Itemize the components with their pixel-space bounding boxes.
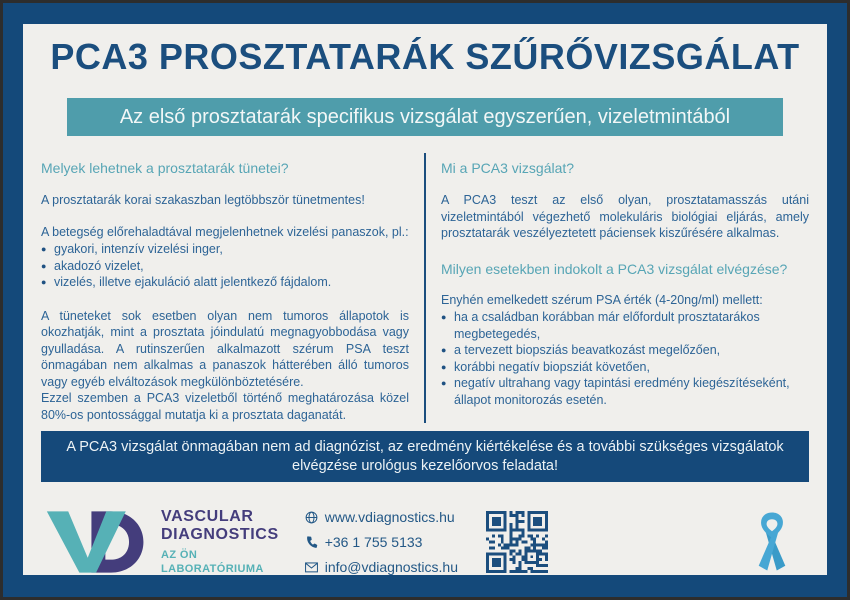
two-column-body: [41, 153, 809, 423]
bullet-icon: ●: [441, 345, 447, 355]
email-text: info@vdiagnostics.hu: [324, 558, 459, 575]
email-row: [305, 560, 458, 575]
left-paragraph-1: A prosztatarák korai szakaszban legtöbbször tünetmentes!: [41, 193, 365, 207]
website-row: [305, 510, 458, 525]
list-item: ● gyakori, intenzív vizelési inger,: [41, 242, 223, 256]
list-item: ● negatív ultrahang vagy tapintási eredmény kiegészítéseként, állapot monitorozás esetén.: [441, 376, 790, 407]
list-item: ● akadozó vizelet,: [41, 258, 144, 273]
right-column-heading-1: Mi a PCA3 vizsgálat?: [441, 160, 575, 176]
phone-row: [305, 535, 458, 550]
list-item: ● vizelés, illetve ejakuláció alatt jelentkező fájdalom.: [41, 275, 332, 289]
right-paragraph-1: A PCA3 teszt az első olyan, prosztatamasszás utáni vizeletmintából végezhető molekuláris biológiai eljárás, amely prosztatarák veszélyeztetett páciensek kiszűrésére alkalmas.: [441, 193, 809, 240]
right-bullet-list: [441, 309, 809, 408]
list-item: ● a tervezett biopsziás beavatkozást megelőzően,: [441, 343, 721, 357]
brand-line-1: VASCULAR: [161, 508, 254, 525]
right-paragraph-2: Enyhén emelkedett szérum PSA érték (4-20ng/ml) mellett:: [441, 292, 763, 307]
subtitle-banner: [67, 98, 783, 136]
left-column: [41, 153, 424, 423]
poster-content: [23, 24, 827, 575]
brand-line-3: AZ ÖN: [161, 549, 198, 561]
left-column-heading: Melyek lehetnek a prosztatarák tünetei?: [41, 160, 289, 176]
list-item: ● ha a családban korábban már előfordult prosztatarákos megbetegedés,: [441, 310, 760, 341]
left-paragraph-4: Ezzel szemben a PCA3 vizeletből történő meghatározása közel 80%-os pontossággal mutatja ki a prosztata daganatát.: [41, 391, 409, 422]
disclaimer-text: A PCA3 vizsgálat önmagában nem ad diagnózist, az eredmény kiértékelése és a további szükséges vizsgálatok elvégzése urológus kezelőorvos feladata!: [66, 439, 784, 474]
left-paragraph-3: A tüneteket sok esetben olyan nem tumoros állapotok is okozhatják, mint a prosztata jóindulatú megnagyobbodása vagy gyulladása. A rutinszerűen alkalmazott szérum PSA teszt önmagában nem alkalmas a panaszok hátterében álló tumoros vagy egyéb elváltozások megkülönböztetésére.: [41, 308, 409, 389]
left-bullet-list: [41, 241, 409, 291]
disclaimer-banner: [41, 431, 809, 482]
right-column: [426, 153, 809, 423]
page-title: PCA3 PROSZTATARÁK SZŰRŐVIZSGÁLAT: [50, 36, 800, 77]
bullet-icon: ●: [441, 378, 447, 388]
brand-line-4: LABORATÓRIUMA: [161, 563, 264, 575]
brand-line-2: DIAGNOSTICS: [161, 526, 279, 543]
bullet-icon: ●: [441, 361, 447, 372]
left-paragraph-2: A betegség előrehaladtával megjelenhetnek vizelési panaszok, pl.:: [41, 224, 409, 239]
list-item: ● korábbi negatív biopsziát követően,: [441, 359, 650, 374]
qr-code: [486, 511, 548, 573]
bullet-icon: ●: [441, 312, 447, 322]
phone-text: +36 1 755 5133: [324, 533, 423, 550]
envelope-icon: [305, 562, 318, 573]
subtitle-text: Az első prosztatarák specifikus vizsgálat egyszerűen, vizeletmintából: [119, 106, 731, 128]
contact-block: [305, 510, 458, 575]
globe-icon: [305, 511, 318, 524]
right-column-heading-2: Milyen esetekben indokolt a PCA3 vizsgálat elvégzése?: [441, 260, 788, 277]
awareness-ribbon-icon: [753, 510, 791, 574]
brand-wordmark: [161, 508, 279, 575]
phone-icon: [305, 536, 318, 549]
footer: [45, 508, 805, 575]
website-text: www.vdiagnostics.hu: [324, 508, 455, 525]
bullet-icon: ●: [41, 260, 47, 271]
poster-frame: [3, 3, 847, 597]
bullet-icon: ●: [41, 277, 47, 287]
bullet-icon: ●: [41, 244, 47, 254]
vd-logo-icon: [45, 508, 149, 575]
